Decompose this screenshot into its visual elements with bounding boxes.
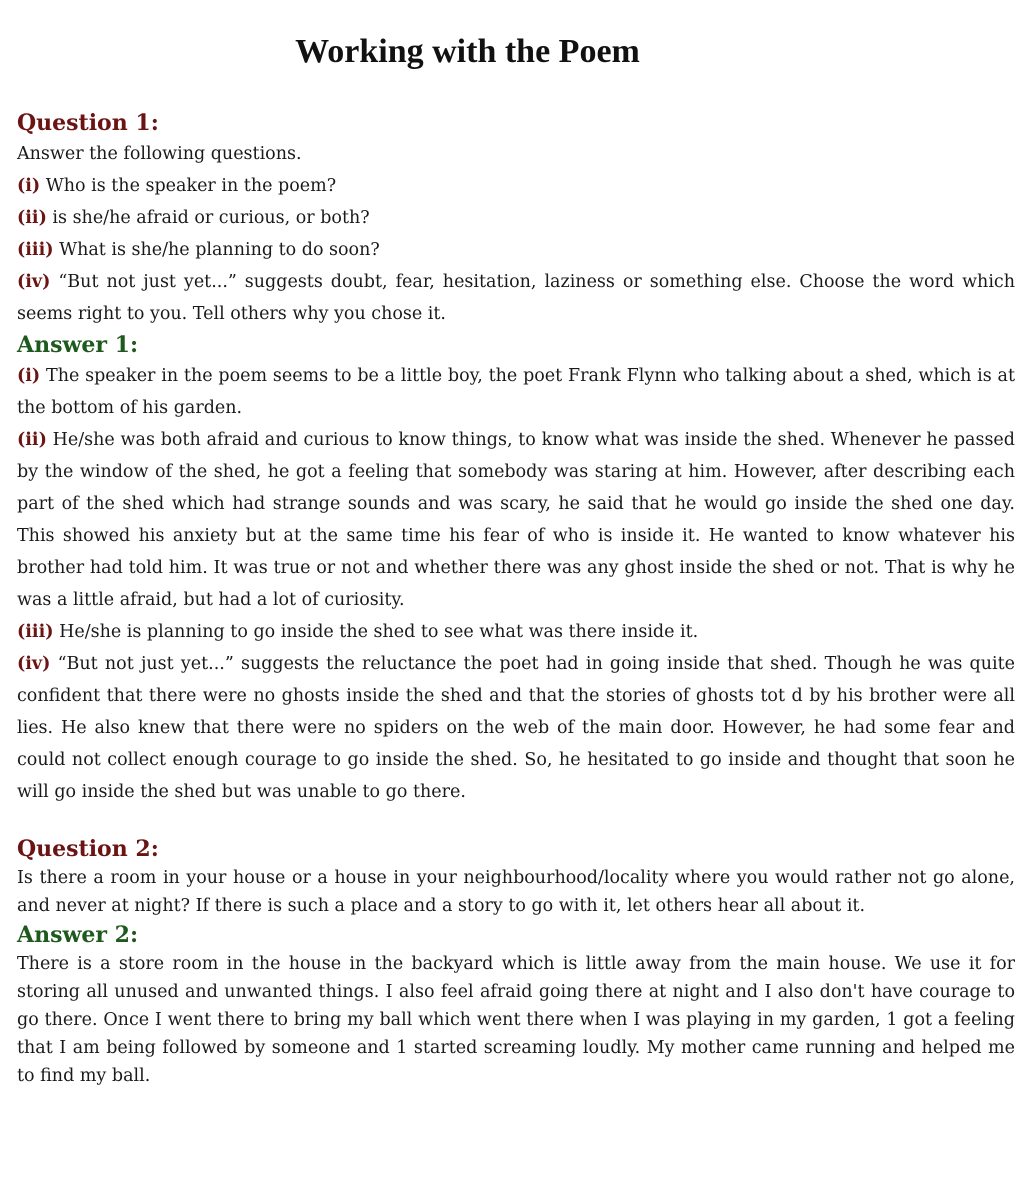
answer-1-item: (i) The speaker in the poem seems to be a little boy, the poet Frank Flynn who talking about a shed, which is at the bottom of his garden.	[17, 366, 1015, 418]
content	[17, 108, 1015, 1090]
question-1-item: (iii) What is she/he planning to do soon?	[17, 240, 380, 260]
answer-2-text: There is a store room in the house in the backyard which is little away from the main house. We use it for storing all unused and unwanted things. I also feel afraid going there at night and I also don't have courage to go there. Once I went there to bring my ball which went there when I was playing in my garden, 1 got a feeling that I am being followed by someone and 1 started screaming loudly. My mother came running and helped me to find my ball.	[17, 954, 1015, 1086]
question-1-item: (iv) “But not just yet...” suggests doubt, fear, hesitation, laziness or something else. Choose the word which seems right to you. Tell others why you chose it.	[17, 272, 1015, 324]
answer-1-heading: Answer 1:	[17, 332, 139, 358]
page-title: Working with the Poem	[295, 32, 640, 70]
question-2-heading: Question 2:	[17, 836, 159, 862]
question-1-intro: Answer the following questions.	[17, 144, 302, 164]
answer-1-item: (ii) He/she was both afraid and curious to know things, to know what was inside the shed. Whenever he passed by the window of the shed, he got a feeling that somebody was staring at him. However, after describing each part of the shed which had strange sounds and was scary, he said that he would go inside the shed one day. This showed his anxiety but at the same time his fear of who is inside it. He wanted to know whatever his brother had told him. It was true or not and whether there was any ghost inside the shed or not. That is why he was a little afraid, but had a lot of curiosity.	[17, 430, 1015, 610]
section-spacer	[17, 808, 1015, 834]
question-1-item: (ii) is she/he afraid or curious, or both?	[17, 208, 370, 228]
question-1-item: (i) Who is the speaker in the poem?	[17, 176, 337, 196]
answer-2-heading: Answer 2:	[17, 922, 139, 948]
question-2-text: Is there a room in your house or a house in your neighbourhood/locality where you would rather not go alone, and never at night? If there is such a place and a story to go with it, let others hear all about it.	[17, 868, 1015, 916]
answer-1-item: (iv) “But not just yet...” suggests the reluctance the poet had in going inside that shed. Though he was quite confident that there were no ghosts inside the shed and that the stories of ghosts tot d by his brother were all lies. He also knew that there were no spiders on the web of the main door. However, he had some fear and could not collect enough courage to go inside the shed. So, he hesitated to go inside and thought that soon he will go inside the shed but was unable to go there.	[17, 654, 1015, 802]
answer-1-item: (iii) He/she is planning to go inside the shed to see what was there inside it.	[17, 622, 699, 642]
question-1-heading: Question 1:	[17, 110, 159, 136]
